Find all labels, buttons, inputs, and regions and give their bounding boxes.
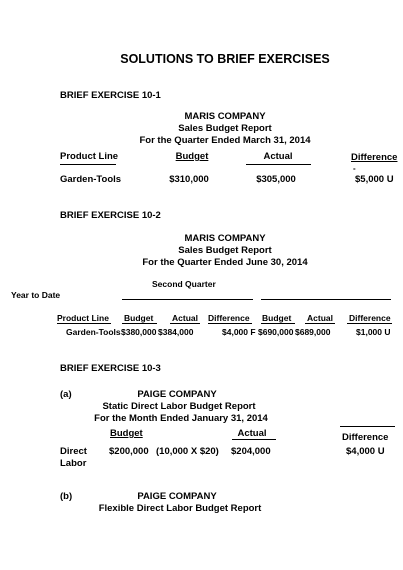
ex2-report-name: Sales Budget Report — [178, 245, 272, 256]
exercise-10-1-heading: BRIEF EXERCISE 10-1 — [60, 90, 161, 101]
ex2-col-product-line: Product Line — [57, 313, 109, 323]
exercise-10-3-heading: BRIEF EXERCISE 10-3 — [60, 363, 161, 374]
ex2-ytd-actual: $689,000 — [295, 327, 331, 337]
ex2-header-rule-6 — [305, 323, 335, 324]
ex3-row-label-labor: Labor — [60, 458, 87, 469]
ex2-col-budget: Budget — [124, 313, 154, 323]
ex2-company-name: MARIS COMPANY — [184, 233, 266, 244]
ex3-part-b-label: (b) — [60, 491, 73, 502]
ex2-col-difference-ytd: Difference — [349, 313, 391, 323]
ex3b-report-name: Flexible Direct Labor Budget Report — [98, 503, 262, 514]
ex3-report-name: Static Direct Labor Budget Report — [102, 401, 256, 412]
ex3-company-name: PAIGE COMPANY — [137, 389, 217, 400]
ex2-header-rule-7 — [347, 323, 392, 324]
ex2-header-rule-4 — [208, 323, 252, 324]
ex2-header-rule-5 — [261, 323, 295, 324]
ex3-col-actual: Actual — [237, 428, 267, 439]
ex1-report-name: Sales Budget Report — [178, 123, 272, 134]
ex1-note-mark: - — [353, 164, 356, 173]
ex2-col-actual: Actual — [172, 313, 198, 323]
ex3-budget-calculation: (10,000 X $20) — [156, 446, 219, 457]
ex2-header-rule-3 — [170, 323, 200, 324]
ex2-second-quarter-label: Second Quarter — [152, 279, 216, 289]
ex3-actual-underline — [232, 439, 276, 440]
ex1-product-underline — [60, 164, 116, 165]
ex2-ytd-difference: $1,000 U — [356, 327, 391, 337]
ex2-quarter-difference: $4,000 F — [222, 327, 256, 337]
ex3-part-a-label: (a) — [60, 389, 72, 400]
ex1-actual-value: $305,000 — [256, 174, 296, 185]
ex3-col-budget: Budget — [110, 428, 143, 439]
ex2-col-budget-ytd: Budget — [262, 313, 292, 323]
ex1-difference-value: $5,000 U — [355, 174, 394, 185]
ex2-year-to-date-label: Year to Date — [11, 290, 61, 300]
ex1-budget-value: $310,000 — [169, 174, 209, 185]
ex1-row-label: Garden-Tools — [60, 174, 122, 185]
ex2-ytd-budget: $690,000 — [258, 327, 294, 337]
ex3-report-period: For the Month Ended January 31, 2014 — [94, 413, 268, 424]
ex3-budget-value: $200,000 — [109, 446, 149, 457]
exercise-10-2-heading: BRIEF EXERCISE 10-2 — [60, 210, 161, 221]
ex3-actual-value: $204,000 — [231, 446, 271, 457]
ex1-company-name: MARIS COMPANY — [184, 111, 266, 122]
ex2-quarter-budget: $380,000 — [121, 327, 157, 337]
ex3-difference-overline — [340, 426, 395, 427]
ex1-col-actual: Actual — [263, 151, 293, 162]
page-title: SOLUTIONS TO BRIEF EXERCISES — [120, 52, 330, 66]
ex1-actual-underline — [246, 164, 311, 165]
ex3b-company-name: PAIGE COMPANY — [137, 491, 217, 502]
ex2-col-difference: Difference — [208, 313, 250, 323]
ex2-quarter-line — [122, 299, 253, 300]
ex2-ytd-line — [261, 299, 391, 300]
ex1-col-difference: Difference — [351, 152, 398, 163]
ex2-col-actual-ytd: Actual — [307, 313, 333, 323]
ex2-row-label: Garden-Tools — [66, 327, 121, 337]
ex3-row-label-direct: Direct — [60, 446, 87, 457]
ex3-difference-value: $4,000 U — [346, 446, 385, 457]
ex1-report-period: For the Quarter Ended March 31, 2014 — [139, 135, 311, 146]
ex2-report-period: For the Quarter Ended June 30, 2014 — [142, 257, 308, 268]
ex2-quarter-actual: $384,000 — [158, 327, 194, 337]
ex1-col-budget: Budget — [175, 151, 209, 162]
ex2-header-rule-1 — [57, 323, 111, 324]
ex1-col-product-line: Product Line — [60, 151, 119, 162]
ex2-header-rule-2 — [122, 323, 157, 324]
ex3-col-difference: Difference — [342, 432, 389, 443]
